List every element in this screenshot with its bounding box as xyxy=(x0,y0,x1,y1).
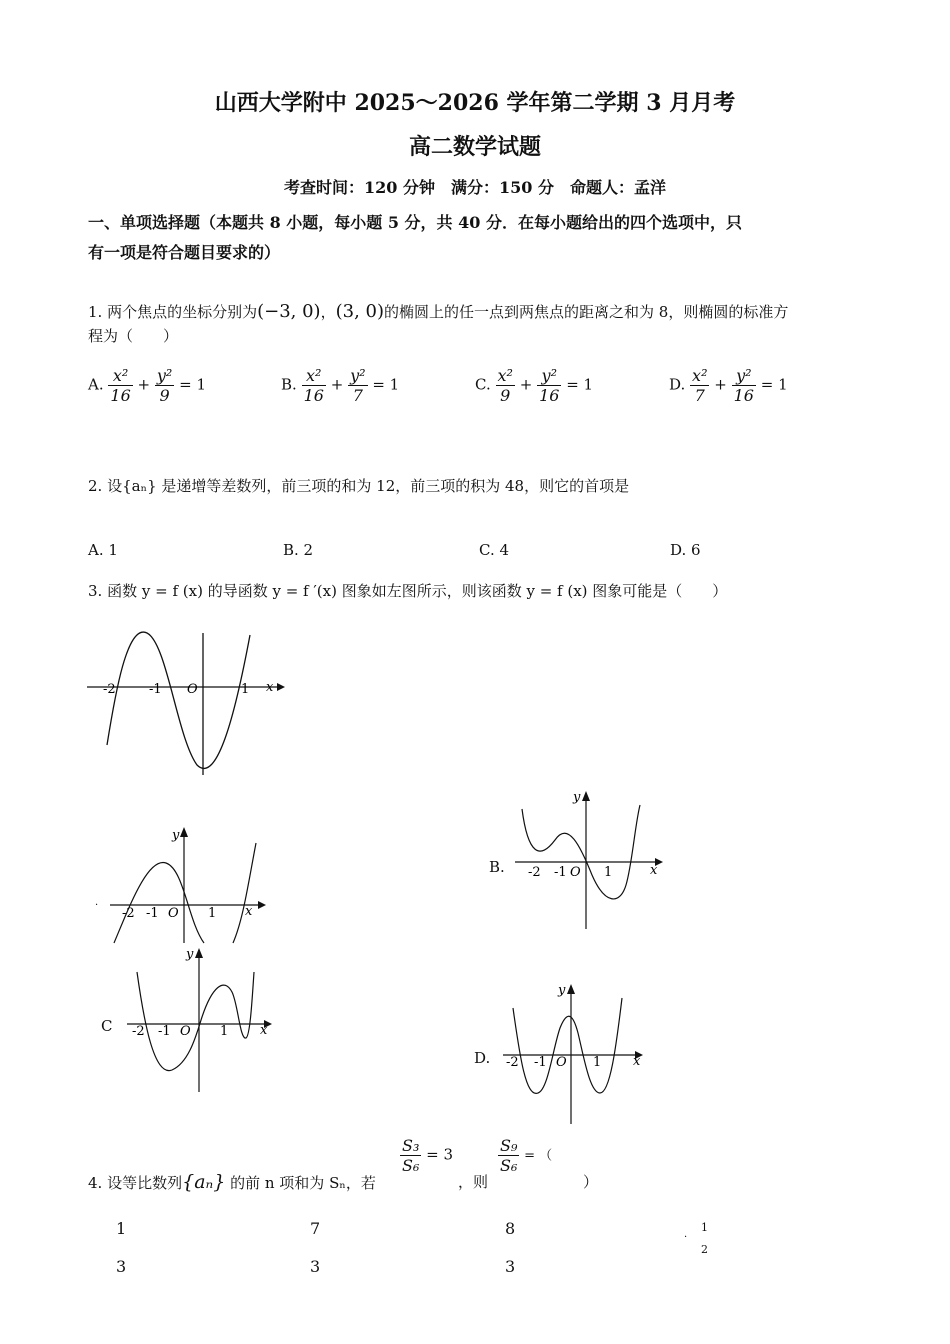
x-axis-label: x xyxy=(245,904,253,919)
frac-den: 16 xyxy=(303,386,324,405)
frac-num: x² xyxy=(692,366,708,385)
option-label: B. xyxy=(281,375,297,394)
tick-minus-2: -2 xyxy=(103,682,116,697)
q1-option-a[interactable] xyxy=(88,366,206,405)
option-label: A. xyxy=(88,375,104,394)
option-denominator: 3 xyxy=(116,1257,127,1276)
frac-result: = 3 xyxy=(426,1145,454,1164)
q4-option-d[interactable] xyxy=(701,1217,708,1261)
section-heading xyxy=(88,208,863,268)
x-axis-label: x xyxy=(650,863,658,878)
q4-option-b[interactable] xyxy=(310,1210,320,1286)
option-label: D. xyxy=(669,375,686,394)
q1-option-d[interactable] xyxy=(669,366,788,405)
x-axis-label: x xyxy=(266,680,274,695)
q2-option-a[interactable]: A. 1 xyxy=(88,541,118,559)
q3-option-d-graph[interactable] xyxy=(498,978,648,1128)
plus-sign: + xyxy=(137,375,151,394)
q3-option-b-graph[interactable] xyxy=(510,785,665,933)
q4-number: 4. xyxy=(88,1174,103,1192)
q3-option-c-graph[interactable] xyxy=(122,942,277,1094)
q2-number: 2. xyxy=(88,477,103,495)
option-denominator: 3 xyxy=(310,1257,321,1276)
tick-minus-1: -1 xyxy=(554,865,567,880)
q1-text-pre: 两个焦点的坐标分别为 xyxy=(107,303,258,321)
q4-then: ，则 xyxy=(458,1173,489,1191)
q1-text-line2: 程为（ ） xyxy=(88,327,179,345)
q3-number: 3. xyxy=(88,582,103,600)
frac-num: x² xyxy=(497,366,513,385)
x-axis-label: x xyxy=(260,1023,268,1038)
y-axis-label: y xyxy=(172,828,180,843)
tick-minus-2: -2 xyxy=(122,906,135,921)
question-2 xyxy=(88,474,629,498)
origin-label: O xyxy=(180,1024,191,1039)
section-line-1: 一、单项选择题（本题共 8 小题，每小题 5 分，共 40 分．在每小题给出的四个选项中，只 xyxy=(88,213,742,232)
frac-den: 16 xyxy=(733,386,754,405)
question-4 xyxy=(88,1170,376,1195)
q4-text-mid: 的前 n 项和为 Sₙ，若 xyxy=(230,1174,376,1192)
tick-1: 1 xyxy=(593,1055,602,1070)
frac-den: 7 xyxy=(352,386,363,405)
q4-option-d-dot: · xyxy=(684,1232,688,1243)
origin-label: O xyxy=(570,865,581,880)
tick-minus-2: -2 xyxy=(528,865,541,880)
q1-sep: ， xyxy=(320,303,336,321)
question-3 xyxy=(88,579,868,603)
q4-fraction-2 xyxy=(498,1136,552,1175)
plus-sign: + xyxy=(519,375,533,394)
option-numerator: 7 xyxy=(310,1219,321,1238)
option-numerator: 1 xyxy=(701,1221,708,1234)
frac-den: 16 xyxy=(110,386,131,405)
frac-num: y² xyxy=(350,366,366,385)
x-axis-label: x xyxy=(633,1054,641,1069)
q1-option-b[interactable] xyxy=(281,366,399,405)
tick-minus-1: -1 xyxy=(534,1055,547,1070)
q4-text-pre: 设等比数列 xyxy=(107,1174,183,1192)
equals-one: = 1 xyxy=(179,375,207,394)
frac-den: S₆ xyxy=(500,1156,518,1175)
q3-option-c-label: C xyxy=(101,1017,113,1035)
q3-option-a-label: · xyxy=(95,900,99,911)
q4-close-paren: ） xyxy=(583,1173,599,1191)
tick-minus-1: -1 xyxy=(149,682,162,697)
q1-point-1: (−3, 0) xyxy=(257,301,321,322)
tick-minus-2: -2 xyxy=(506,1055,519,1070)
exam-subtitle: 高二数学试题 xyxy=(408,134,541,160)
q2-text: 设{aₙ} 是递增等差数列，前三项的和为 12，前三项的积为 48，则它的首项是 xyxy=(107,477,630,495)
origin-label: O xyxy=(168,906,179,921)
frac-den: 7 xyxy=(694,386,705,405)
frac-num: y² xyxy=(537,366,561,386)
equals-one: = 1 xyxy=(372,375,400,394)
q3-text: 函数 y = f (x) 的导函数 y = f ′(x) 图象如左图所示，则该函数 y = f (x) 图象可能是（ ） xyxy=(107,582,728,600)
q3-option-d-label: D. xyxy=(474,1049,491,1067)
frac-num: y² xyxy=(732,366,756,386)
tick-1: 1 xyxy=(604,865,613,880)
option-numerator: 8 xyxy=(505,1219,516,1238)
option-denominator: 2 xyxy=(701,1243,708,1256)
plus-sign: + xyxy=(714,375,727,394)
y-axis-label: y xyxy=(186,947,194,962)
frac-num: y² xyxy=(156,366,173,385)
equals-one: = 1 xyxy=(760,375,788,394)
tick-1: 1 xyxy=(241,682,250,697)
y-axis-label: y xyxy=(558,983,566,998)
q1-text-post: 的椭圆上的任一点到两焦点的距离之和为 8，则椭圆的标准方 xyxy=(384,303,789,321)
frac-num: x² xyxy=(108,366,132,386)
q1-option-c[interactable] xyxy=(475,366,593,405)
q2-option-c[interactable]: C. 4 xyxy=(479,541,510,559)
tick-1: 1 xyxy=(220,1024,229,1039)
frac-result: = （ xyxy=(524,1148,553,1164)
q3-option-b-label: B. xyxy=(489,858,505,876)
exam-title: 山西大学附中 2025～2026 学年第二学期 3 月月考 xyxy=(214,90,736,116)
y-axis-label: y xyxy=(573,790,581,805)
q4-sequence: {aₙ} xyxy=(182,1171,226,1193)
exam-info: 考查时间：120 分钟 满分：150 分 命题人：孟洋 xyxy=(284,178,666,197)
plus-sign: + xyxy=(330,375,344,394)
frac-num: S₃ xyxy=(402,1136,420,1155)
frac-den: S₆ xyxy=(402,1156,420,1175)
frac-den: 9 xyxy=(500,386,511,405)
option-numerator: 1 xyxy=(116,1219,127,1238)
question-1 xyxy=(88,300,863,348)
option-label: C. xyxy=(475,375,491,394)
q2-option-d[interactable]: D. 6 xyxy=(670,541,701,559)
derivative-graph xyxy=(85,625,285,780)
q4-option-a[interactable] xyxy=(116,1210,126,1286)
tick-minus-2: -2 xyxy=(132,1024,145,1039)
q4-option-c[interactable] xyxy=(505,1210,515,1286)
q2-option-b[interactable]: B. 2 xyxy=(283,541,314,559)
q1-point-2: (3, 0) xyxy=(335,301,385,322)
origin-label: O xyxy=(556,1055,567,1070)
tick-minus-1: -1 xyxy=(158,1024,171,1039)
frac-num: S₉ xyxy=(500,1136,518,1155)
q4-fraction-1 xyxy=(400,1136,453,1175)
tick-1: 1 xyxy=(208,906,217,921)
frac-den: 9 xyxy=(159,386,170,405)
equals-one: = 1 xyxy=(566,375,594,394)
q3-option-a-graph[interactable] xyxy=(108,825,268,947)
frac-den: 16 xyxy=(539,386,560,405)
q1-number: 1. xyxy=(88,303,103,321)
section-line-2: 有一项是符合题目要求的） xyxy=(88,243,281,262)
tick-minus-1: -1 xyxy=(146,906,159,921)
option-denominator: 3 xyxy=(505,1257,516,1276)
origin-label: O xyxy=(187,682,198,697)
frac-num: x² xyxy=(302,366,326,386)
